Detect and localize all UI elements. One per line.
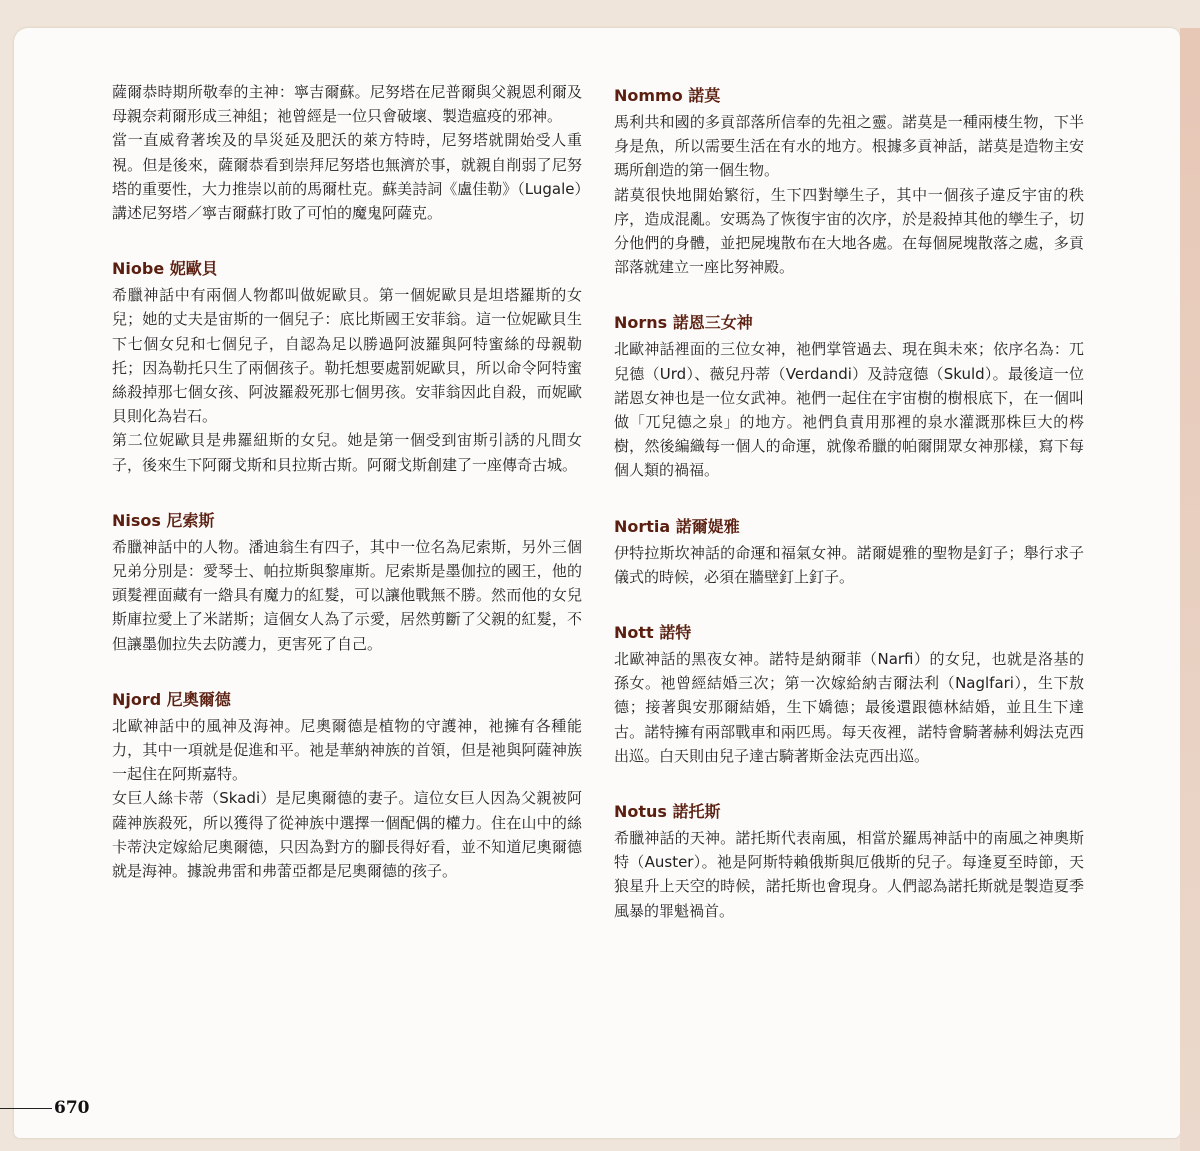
entry-paragraph: 第二位妮歐貝是弗羅紐斯的女兒。她是第一個受到宙斯引誘的凡間女子，後來生下阿爾戈斯和貝拉斯古斯。阿爾戈斯創建了一座傳奇古城。	[112, 431, 582, 474]
page-number-text: 670	[54, 1098, 90, 1118]
entry-title: Norns 諾恩三女神	[614, 313, 753, 333]
entry-nommo	[614, 84, 1084, 279]
entry-title: Notus 諾托斯	[614, 802, 721, 822]
left-column	[112, 80, 582, 883]
right-column	[614, 84, 1084, 923]
entry-paragraph: 希臘神話中的人物。潘迪翁生有四子，其中一位名為尼索斯，另外三個兄弟分別是：愛琴士、帕拉斯與黎庫斯。尼索斯是墨伽拉的國王，他的頭髮裡面藏有一綹具有魔力的紅髮，可以讓他戰無不勝。然而他的女兒斯庫拉愛上了米諾斯；這個女人為了示愛，居然剪斷了父親的紅髮，不但讓墨伽拉失去防護力，更害死了自己。	[112, 537, 582, 653]
entry-paragraph: 北歐神話裡面的三位女神，祂們掌管過去、現在與未來；依序名為：兀兒德（Urd）、薇兒丹蒂（Verdandi）及詩寇德（Skuld）。最後這一位諾恩女神也是一位女武神。祂們一起住在宇宙樹的樹根底下，在一個叫做「兀兒德之泉」的地方。祂們負責用那裡的泉水灌溉那株巨大的梣樹，然後編織每一個人的命運，就像希臘的帕爾開眾女神那樣，寫下每個人類的禍福。	[614, 340, 1084, 480]
entry-niobe	[112, 257, 582, 477]
entry-njord	[112, 688, 582, 883]
page-number-rule	[0, 1108, 52, 1109]
entry-title: Njord 尼奧爾德	[112, 689, 231, 709]
entry-nott	[614, 621, 1084, 768]
entry-paragraph: 北歐神話的黑夜女神。諾特是納爾菲（Narfi）的女兒，也就是洛基的孫女。祂曾經結婚三次；第一次嫁給納吉爾法利（Naglfari），生下敖德；接著與安那爾結婚，生下嬌德；最後還跟德林結婚，並且生下達古。諾特擁有兩部戰車和兩匹馬。每天夜裡，諾特會騎著赫利姆法克西出巡。白天則由兒子達古騎著斯金法克西出巡。	[614, 650, 1084, 765]
entry-paragraph: 馬利共和國的多貢部落所信奉的先祖之靈。諾莫是一種兩棲生物，下半身是魚，所以需要生活在有水的地方。根據多貢神話，諾莫是造物主安瑪所創造的第一個生物。	[614, 113, 1084, 180]
entry-title: Nott 諾特	[614, 623, 692, 643]
entry-title: Nisos 尼索斯	[112, 510, 215, 530]
entry-paragraph: 北歐神話中的風神及海神。尼奧爾德是植物的守護神，祂擁有各種能力，其中一項就是促進和平。祂是華納神族的首領，但是祂與阿薩神族一起住在阿斯嘉特。	[112, 716, 582, 784]
book-page	[14, 28, 1180, 1138]
entry-paragraph: 諾莫很快地開始繁衍，生下四對孿生子，其中一個孩子違反宇宙的秩序，造成混亂。安瑪為了恢復宇宙的次序，於是殺掉其他的孿生子，切分他們的身體，並把屍塊散布在大地各處。在每個屍塊散落之處，多貢部落就建立一座比努神殿。	[614, 185, 1084, 277]
intro-paragraph-1: 薩爾恭時期所敬奉的主神：寧吉爾蘇。尼努塔在尼普爾與父親恩利爾及母親奈莉爾形成三神組；祂曾經是一位只會破壞、製造瘟疫的邪神。	[112, 83, 582, 126]
intro-paragraph-2: 當一直威脅著埃及的旱災延及肥沃的萊方特時，尼努塔就開始受人重視。但是後來，薩爾恭看到崇拜尼努塔也無濟於事，就親自削弱了尼努塔的重要性，大力推崇以前的馬爾杜克。蘇美詩詞《盧佳勒》（Lugale）講述尼努塔／寧吉爾蘇打敗了可怕的魔鬼阿薩克。	[112, 131, 582, 223]
entry-notus	[614, 800, 1084, 923]
entry-title: Nommo 諾莫	[614, 86, 721, 105]
entry-norns	[614, 311, 1084, 482]
entry-nisos	[112, 509, 582, 656]
entry-paragraph: 伊特拉斯坎神話的命運和福氣女神。諾爾媞雅的聖物是釘子；舉行求子儀式的時候，必須在牆壁釘上釘子。	[614, 543, 1084, 586]
entry-paragraph: 希臘神話的天神。諾托斯代表南風，相當於羅馬神話中的南風之神奧斯特（Auster）。祂是阿斯特賴俄斯與厄俄斯的兒子。每逢夏至時節，天狼星升上天空的時候，諾托斯也會現身。人們認為諾托斯就是製造夏季風暴的罪魁禍首。	[614, 829, 1084, 920]
entry-nortia	[614, 515, 1084, 589]
entry-title: Niobe 妮歐貝	[112, 259, 218, 279]
entry-paragraph: 女巨人絲卡蒂（Skadi）是尼奧爾德的妻子。這位女巨人因為父親被阿薩神族殺死，所以獲得了從神族中選擇一個配偶的權力。住在山中的絲卡蒂決定嫁給尼奧爾德，只因為對方的腳長得好看，並不知道尼奧爾德就是海神。據說弗雷和弗蕾亞都是尼奧爾德的孩子。	[112, 789, 582, 881]
entry-paragraph: 希臘神話中有兩個人物都叫做妮歐貝。第一個妮歐貝是坦塔羅斯的女兒；她的丈夫是宙斯的一個兒子：底比斯國王安菲翁。這一位妮歐貝生下七個女兒和七個兒子，自認為足以勝過阿波羅與阿特蜜絲的母親勒托；因為勒托只生了兩個孩子。勒托想要處罰妮歐貝，所以命令阿特蜜絲殺掉那七個女孩、阿波羅殺死那七個男孩。安菲翁因此自殺，而妮歐貝則化為岩石。	[112, 286, 582, 426]
page-number	[0, 1098, 90, 1118]
page-edge	[1180, 28, 1200, 1151]
entry-title: Nortia 諾爾媞雅	[614, 516, 740, 536]
